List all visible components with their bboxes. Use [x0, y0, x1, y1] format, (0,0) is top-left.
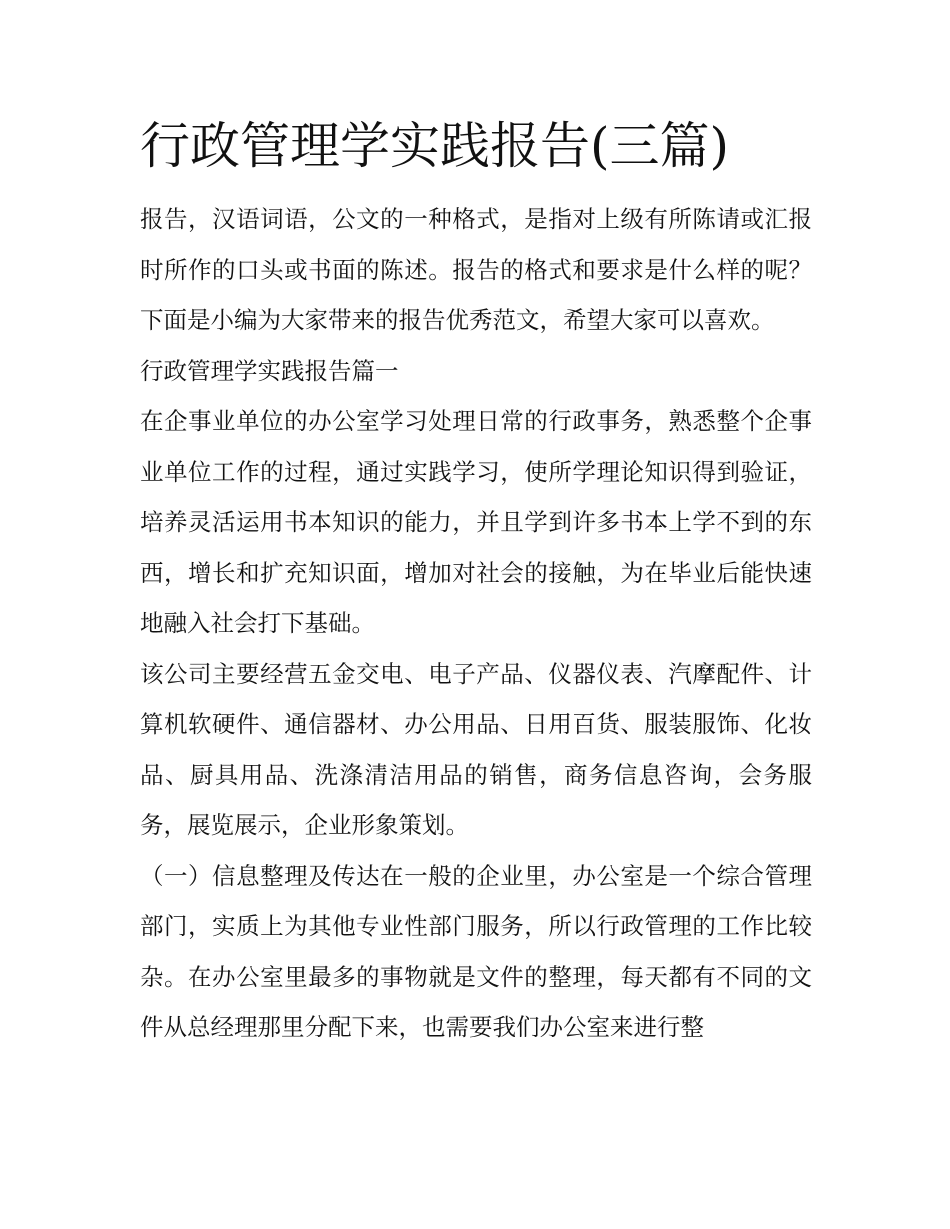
document-title: 行政管理学实践报告(三篇) — [140, 117, 730, 175]
body-paragraph-1: 在企事业单位的办公室学习处理日常的行政事务，熟悉整个企事业单位工作的过程，通过实践学习，使所学理论知识得到验证，培养灵活运用书本知识的能力，并且学到许多书本上学不到的东西，增长和扩充知识面，增加对社会的接触，为在毕业后能快速地融入社会打下基础。 — [140, 407, 812, 637]
body-paragraph-3: （一）信息整理及传达在一般的企业里，办公室是一个综合管理部门，实质上为其他专业性部门服务，所以行政管理的工作比较杂。在办公室里最多的事物就是文件的整理，每天都有不同的文件从总经理那里分配下来，也需要我们办公室来进行整 — [140, 861, 812, 1041]
section-heading: 行政管理学实践报告篇一 — [140, 356, 399, 385]
body-paragraph-2: 该公司主要经营五金交电、电子产品、仪器仪表、汽摩配件、计算机软硬件、通信器材、办公用品、日用百货、服装服饰、化妆品、厨具用品、洗涤清洁用品的销售，商务信息咨询，会务服务，展览展示，企业形象策划。 — [140, 659, 812, 839]
document-page — [140, 110, 812, 1053]
intro-paragraph: 报告，汉语词语，公文的一种格式，是指对上级有所陈请或汇报时所作的口头或书面的陈述。报告的格式和要求是什么样的呢？下面是小编为大家带来的报告优秀范文，希望大家可以喜欢。 — [140, 205, 812, 334]
